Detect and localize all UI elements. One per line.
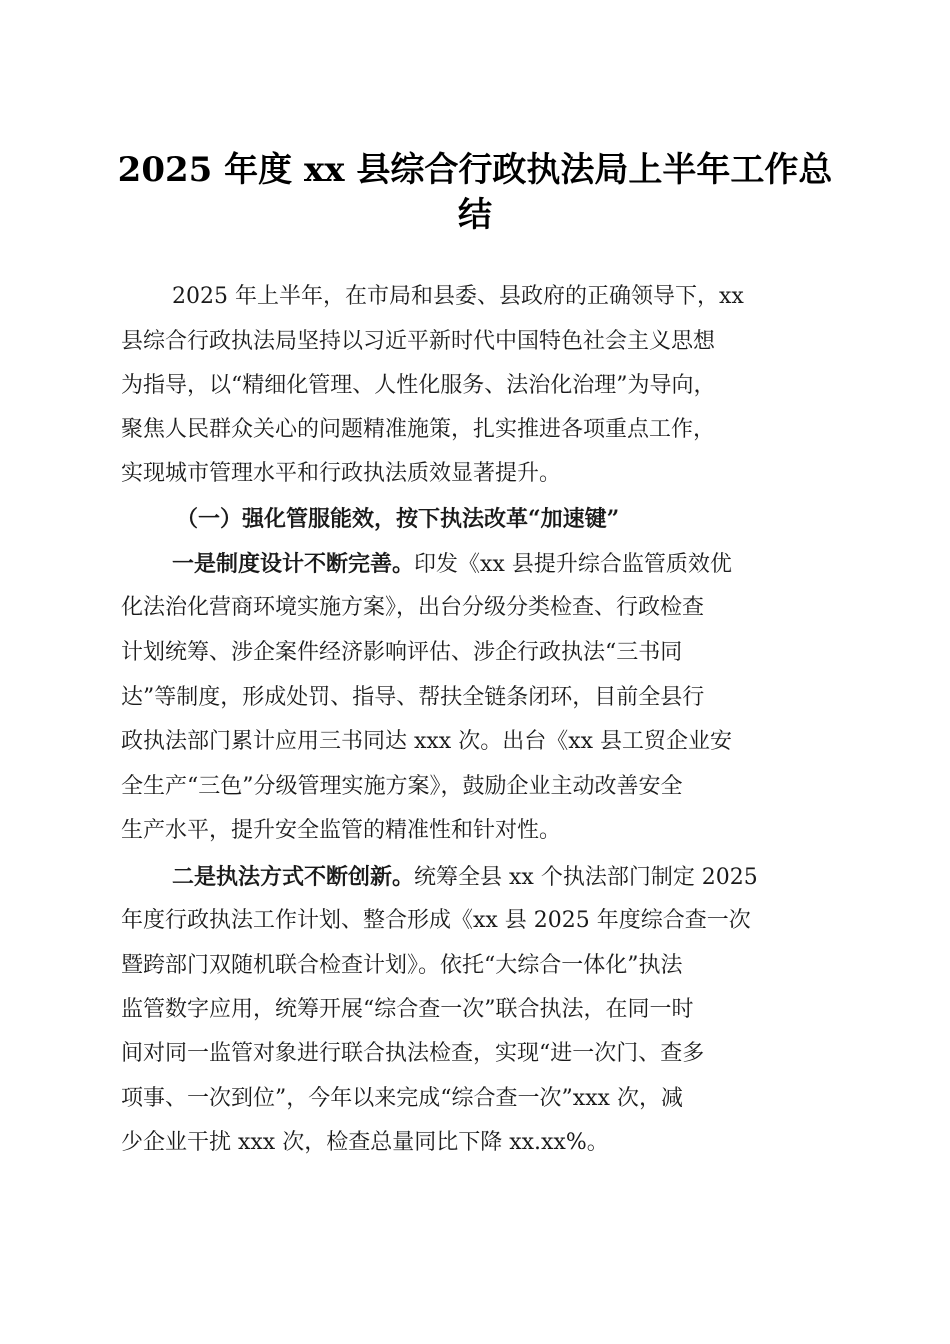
intro-line-2: 县综合行政执法局坚持以习近平新时代中国特色社会主义思想 — [121, 329, 716, 354]
intro-line-1: 2025 年上半年，在市局和县委、县政府的正确领导下，xx — [172, 284, 744, 309]
para1-lead: 一是制度设计不断完善。 — [172, 551, 415, 577]
para2-line-2: 年度行政执法工作计划、整合形成《xx 县 2025 年度综合查一次 — [121, 908, 751, 933]
intro-line-5: 实现城市管理水平和行政执法质效显著提升。 — [121, 461, 562, 486]
para1-line-5: 政执法部门累计应用三书同达 xxx 次。出台《xx 县工贸企业安 — [121, 729, 733, 754]
para2-first-rest: 统筹全县 xx 个执法部门制定 2025 — [414, 865, 758, 890]
section-heading-1: （一）强化管服能效，按下执法改革“加速键” — [176, 506, 620, 532]
para1-line-7: 生产水平，提升安全监管的精准性和针对性。 — [121, 818, 562, 843]
para1-first-rest: 印发《xx 县提升综合监管质效优 — [414, 552, 732, 577]
para2-line-7: 少企业干扰 xxx 次，检查总量同比下降 xx.xx%。 — [121, 1130, 609, 1155]
para2-line-6: 项事、一次到位”，今年以来完成“综合查一次”xxx 次，减 — [121, 1086, 683, 1111]
para2-line-4: 监管数字应用，统筹开展“综合查一次”联合执法，在同一时 — [121, 997, 694, 1022]
para1-line-2: 化法治化营商环境实施方案》，出台分级分类检查、行政检查 — [121, 595, 705, 620]
para1-line-1 — [0, 549, 950, 580]
document-title-line-1: 2025 年度 xx 县综合行政执法局上半年工作总 — [117, 150, 833, 190]
para2-line-1 — [0, 862, 950, 893]
para1-line-4: 达”等制度，形成处罚、指导、帮扶全链条闭环，目前全县行 — [121, 685, 705, 710]
para1-line-3: 计划统筹、涉企案件经济影响评估、涉企行政执法“三书同 — [121, 640, 683, 665]
para2-line-3: 暨跨部门双随机联合检查计划》。依托“大综合一体化”执法 — [121, 953, 683, 978]
para1-line-6: 全生产“三色”分级管理实施方案》，鼓励企业主动改善安全 — [121, 774, 683, 799]
document-title-line-2: 结 — [458, 195, 492, 235]
para2-line-5: 间对同一监管对象进行联合执法检查，实现“进一次门、查多 — [121, 1041, 705, 1066]
intro-line-4: 聚焦人民群众关心的问题精准施策，扎实推进各项重点工作， — [121, 417, 716, 442]
intro-line-3: 为指导，以“精细化管理、人性化服务、法治化治理”为导向， — [121, 373, 716, 398]
para2-lead: 二是执法方式不断创新。 — [172, 864, 415, 890]
